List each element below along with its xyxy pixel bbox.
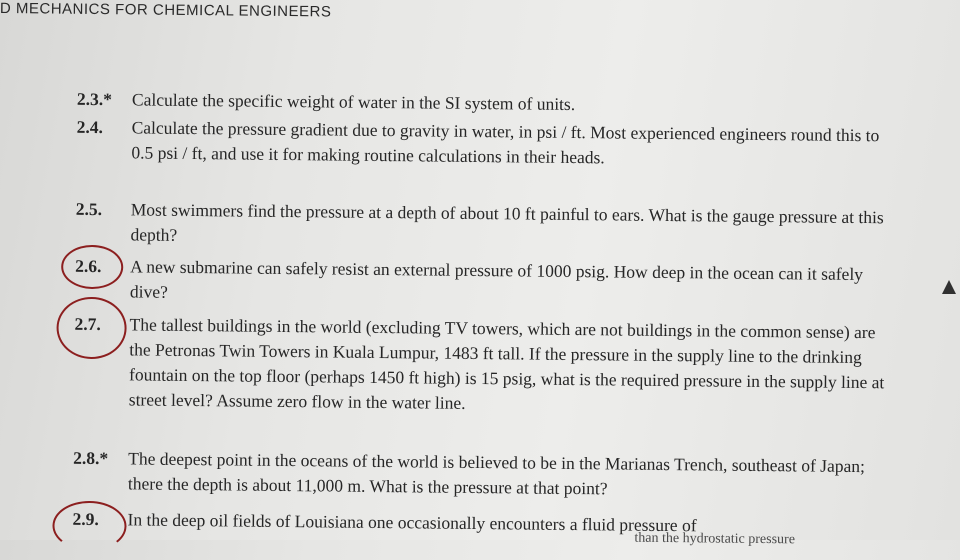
problem-2-4 [76,115,902,174]
problem-number: 2.3.* [76,88,113,110]
problem-2-8 [73,446,899,505]
cutoff-text: than the hydrostatic pressure [634,530,796,548]
problem-2-7 [74,312,901,421]
problem-number: 2.5. [75,198,103,220]
cursor-arrow-icon [942,280,956,294]
problem-text: The deepest point in the oceans of the world is believed to be in the Marianas Trench, southeast of Japan; there the depth is about 11,000 m. What is the pressure at that point? [127,448,866,499]
problem-text: The tallest buildings in the world (excluding TV towers, which are not buildings in the common sense) are the Petronas Twin Towers in Kuala Lumpur, 1483 ft tall. If the pressure in the supply line to the drinking fountain on the top floor (perhaps 1450 ft high) is 15 psig, what is the required pressure in the supply line at street level? Assume zero flow in the water line. [128,314,885,413]
problem-number: 2.9. [72,508,99,530]
problem-text: Most swimmers find the pressure at a depth of about 10 ft painful to ears. What is the gauge pressure at this depth? [130,199,884,245]
problem-text: A new submarine can safely resist an external pressure of 1000 psig. How deep in the ocean can it safely dive? [129,256,864,302]
problem-number: 2.8.* [73,447,109,469]
page-header: D MECHANICS FOR CHEMICAL ENGINEERS [0,0,332,21]
problem-number: 2.7. [74,313,101,335]
problem-text: Calculate the specific weight of water in the SI system of units. [131,89,576,115]
problem-text: In the deep oil fields of Louisiana one occasionally encounters a fluid pressure of [127,509,697,536]
problem-2-6 [75,254,901,313]
problem-number: 2.6. [75,255,102,277]
problem-text: Calculate the pressure gradient due to gravity in water, in psi / ft. Most experienced engineers round this to 0.5 psi / ft, and use it for making routine calculations in their heads. [131,117,880,168]
problem-number: 2.4. [76,116,104,138]
problem-2-5 [75,197,901,256]
